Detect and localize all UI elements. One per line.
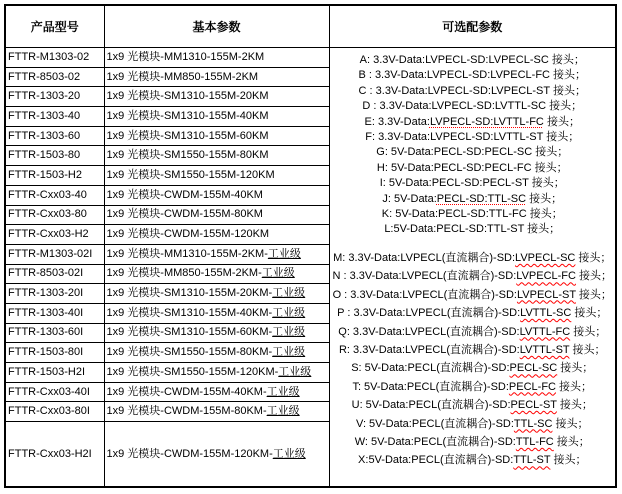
option-line: C : 3.3V-Data:LVPECL-SD:LVPECL-ST 接头； <box>358 84 586 97</box>
spellcheck-underline: PECL-ST <box>510 399 557 412</box>
spellcheck-underline: LVTTL-FC <box>519 325 571 338</box>
model-cell: FTTR-8503-02I <box>5 264 104 284</box>
model-cell: FTTR-Cxx03-80I <box>5 402 104 422</box>
option-line: B : 3.3V-Data:LVPECL-SD:LVPECL-FC 接头； <box>358 69 587 82</box>
basic-params-cell: 1x9 光模块-SM1310-155M-20KM <box>104 87 329 107</box>
spellcheck-underline: LVPECL-SD:LVTTL-FC <box>429 115 544 128</box>
industrial-grade-label: 工业级 <box>272 346 306 359</box>
column-header-optional-params: 可选配参数 <box>329 5 616 48</box>
spellcheck-underline: LVPECL-ST <box>516 288 576 301</box>
basic-params-cell: 1x9 光模块-SM1310-155M-40KM <box>104 107 329 127</box>
basic-params-cell: 1x9 光模块-CWDM-155M-40KM-工业级 <box>104 382 329 402</box>
option-line: O : 3.3V-Data:LVPECL(直流耦合)-SD:LVPECL-ST 接头； <box>332 288 612 301</box>
model-cell: FTTR-1303-20 <box>5 87 104 107</box>
basic-params-cell: 1x9 光模块-MM1310-155M-2KM-工业级 <box>104 244 329 264</box>
option-line: R: 3.3V-Data:LVPECL(直流耦合)-SD:LVTTL-ST 接头； <box>338 343 606 356</box>
model-cell: FTTR-1503-H2I <box>5 363 104 383</box>
option-line: M: 3.3V-Data:LVPECL(直流耦合)-SD:LVPECL-SC 接头； <box>333 251 612 264</box>
basic-params-cell: 1x9 光模块-MM850-155M-2KM-工业级 <box>104 264 329 284</box>
model-cell: FTTR-1303-60 <box>5 126 104 146</box>
industrial-grade-label: 工业级 <box>278 365 312 378</box>
industrial-grade-label: 工业级 <box>267 247 301 260</box>
option-line: I: 5V-Data:PECL-SD:PECL-ST 接头； <box>379 177 565 190</box>
basic-params-cell: 1x9 光模块-SM1310-155M-20KM-工业级 <box>104 284 329 304</box>
column-header-basic-params: 基本参数 <box>104 5 329 48</box>
spellcheck-underline: LVPECL-FC <box>516 270 576 283</box>
spellcheck-underline: LVTTL-ST <box>519 343 570 356</box>
model-cell: FTTR-1303-40 <box>5 107 104 127</box>
model-cell: FTTR-M1303-02 <box>5 48 104 68</box>
model-cell: FTTR-8503-02 <box>5 67 104 87</box>
basic-params-cell: 1x9 光模块-SM1310-155M-60KM <box>104 126 329 146</box>
basic-params-cell: 1x9 光模块-MM1310-155M-2KM <box>104 48 329 68</box>
basic-params-cell: 1x9 光模块-SM1550-155M-80KM <box>104 146 329 166</box>
model-cell: FTTR-Cxx03-40I <box>5 382 104 402</box>
spellcheck-underline: LVTTL-SC <box>520 307 572 320</box>
product-spec-table <box>4 4 617 488</box>
basic-params-cell: 1x9 光模块-CWDM-155M-80KM <box>104 205 329 225</box>
basic-params-cell: 1x9 光模块-CWDM-155M-120KM <box>104 225 329 245</box>
option-line: P : 3.3V-Data:LVPECL(直流耦合)-SD:LVTTL-SC 接头； <box>337 307 608 320</box>
spellcheck-underline: TTL-FC <box>515 435 554 448</box>
basic-params-cell: 1x9 光模块-CWDM-155M-120KM-工业级 <box>104 422 329 487</box>
table-body <box>5 48 616 488</box>
optional-params-cell <box>329 48 616 488</box>
option-line: S: 5V-Data:PECL(直流耦合)-SD:PECL-SC 接头； <box>351 362 594 375</box>
table-row <box>5 48 616 68</box>
model-cell: FTTR-M1303-02I <box>5 244 104 264</box>
spellcheck-underline: TTL-ST <box>513 454 551 467</box>
model-cell: FTTR-1503-80 <box>5 146 104 166</box>
model-cell: FTTR-1303-40I <box>5 303 104 323</box>
column-header-model: 产品型号 <box>5 5 104 48</box>
basic-params-cell: 1x9 光模块-SM1310-155M-40KM-工业级 <box>104 303 329 323</box>
option-line: L:5V-Data:PECL-SD:TTL-ST 接头； <box>384 223 561 236</box>
model-cell: FTTR-1303-60I <box>5 323 104 343</box>
model-cell: FTTR-Cxx03-80 <box>5 205 104 225</box>
industrial-grade-label: 工业级 <box>272 306 306 319</box>
basic-params-cell: 1x9 光模块-SM1550-155M-120KM <box>104 166 329 186</box>
option-line: K: 5V-Data:PECL-SD:TTL-FC 接头； <box>381 208 563 221</box>
industrial-grade-label: 工业级 <box>272 447 306 460</box>
spellcheck-underline: LVPECL-SC <box>515 251 576 264</box>
header-row <box>5 5 616 48</box>
option-line: D : 3.3V-Data:LVPECL-SD:LVTTL-SC 接头； <box>362 100 583 113</box>
option-line: U: 5V-Data:PECL(直流耦合)-SD:PECL-ST 接头； <box>351 399 593 412</box>
model-cell: FTTR-1503-80I <box>5 343 104 363</box>
option-line: A: 3.3V-Data:LVPECL-SD:LVPECL-SC 接头； <box>359 54 585 66</box>
model-cell: FTTR-Cxx03-40 <box>5 185 104 205</box>
option-line: G: 5V-Data:PECL-SD:PECL-SC 接头； <box>376 146 569 159</box>
option-line: J: 5V-Data:PECL-SD:TTL-SC 接头； <box>382 192 563 205</box>
basic-params-cell: 1x9 光模块-SM1310-155M-60KM-工业级 <box>104 323 329 343</box>
option-line: Q: 3.3V-Data:LVPECL(直流耦合)-SD:LVTTL-FC 接头； <box>338 325 607 338</box>
model-cell: FTTR-Cxx03-H2 <box>5 225 104 245</box>
option-line: T: 5V-Data:PECL(直流耦合)-SD:PECL-FC 接头； <box>352 380 593 393</box>
model-cell: FTTR-Cxx03-H2I <box>5 422 104 487</box>
spellcheck-underline: PECL-FC <box>508 380 556 393</box>
basic-params-cell: 1x9 光模块-MM850-155M-2KM <box>104 67 329 87</box>
option-line: W: 5V-Data:PECL(直流耦合)-SD:TTL-FC 接头； <box>354 435 590 448</box>
industrial-grade-label: 工业级 <box>272 326 306 339</box>
spellcheck-underline: PECL-SD:TTL-SC <box>436 192 527 205</box>
industrial-grade-label: 工业级 <box>272 287 306 300</box>
spellcheck-underline: PECL-SC <box>509 362 558 375</box>
industrial-grade-label: 工业级 <box>261 267 295 280</box>
spellcheck-underline: TTL-SC <box>513 417 553 430</box>
model-cell: FTTR-1503-H2 <box>5 166 104 186</box>
table-header <box>5 5 616 48</box>
model-cell: FTTR-1303-20I <box>5 284 104 304</box>
basic-params-cell: 1x9 光模块-SM1550-155M-120KM-工业级 <box>104 363 329 383</box>
basic-params-cell: 1x9 光模块-SM1550-155M-80KM-工业级 <box>104 343 329 363</box>
option-line: E: 3.3V-Data:LVPECL-SD:LVTTL-FC 接头； <box>364 115 580 128</box>
option-line: V: 5V-Data:PECL(直流耦合)-SD:TTL-SC 接头； <box>356 417 589 430</box>
basic-params-cell: 1x9 光模块-CWDM-155M-80KM-工业级 <box>104 402 329 422</box>
industrial-grade-label: 工业级 <box>266 405 300 418</box>
option-line: N : 3.3V-Data:LVPECL(直流耦合)-SD:LVPECL-FC 接头； <box>332 270 613 283</box>
option-line: H: 5V-Data:PECL-SD:PECL-FC 接头； <box>376 161 568 174</box>
option-line: X:5V-Data:PECL(直流耦合)-SD:TTL-ST 接头； <box>358 454 587 467</box>
basic-params-cell: 1x9 光模块-CWDM-155M-40KM <box>104 185 329 205</box>
option-line: F: 3.3V-Data:LVPECL-SD:LVTTL-ST 接头； <box>365 131 580 144</box>
industrial-grade-label: 工业级 <box>266 385 300 398</box>
